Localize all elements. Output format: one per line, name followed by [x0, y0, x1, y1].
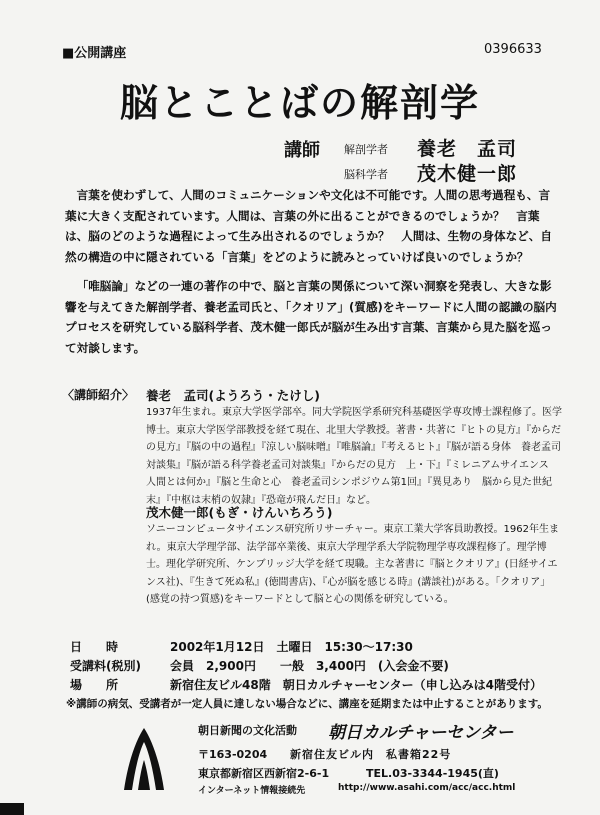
info-value: 新宿住友ビル48階 朝日カルチャーセンター（申し込みは4階受付）: [170, 678, 542, 692]
intro-paragraph: 「唯脳論」などの一連の著作の中で、脳と言葉の関係について深い洞察を発表し、大きな影響を与えてきた解剖学者、養老孟司氏と、「クオリア」(質感)をキーワードに人間の認識の脳内プロセスを研究している脳科学者、茂木健一郎氏が脳が生み出す言葉、言葉から見た脳を巡って対談します。: [65, 279, 557, 355]
info-label: 場 所: [70, 678, 119, 692]
info-label: 受講料(税別): [70, 659, 141, 673]
lecturer-role: 解剖学者: [344, 143, 388, 156]
lecturer-name: 茂木健一郎: [417, 163, 518, 185]
bio-section-label: 〈講師紹介〉: [62, 388, 135, 402]
info-row-fee: [70, 657, 449, 674]
info-value: 会員 2,900円 一般 3,400円 (入会金不要): [170, 659, 449, 673]
mailing-address: 新宿住友ビル内 私書箱22号: [290, 748, 452, 761]
info-label: 日 時: [70, 640, 119, 654]
org-name: 朝日カルチャーセンター: [328, 723, 514, 743]
info-row-datetime: [70, 638, 413, 655]
lecturer-name: 養老 孟司: [417, 138, 518, 160]
scan-edge-mark: [0, 803, 24, 815]
info-row-venue: [70, 676, 542, 693]
bio-text: ソニーコンピュータサイエンス研究所リサーチャー。東京工業大学客員助教授。1962年生まれ。東京大学理学部、法学部卒業後、東京大学理学系大学院物理学専攻課程修了。理学博士。理化学研究所、ケンブリッジ大学を経て現職。主な著書に『脳とクオリア』(日経サイエンス社)、『生きて死ぬ私』(徳間書店)、『心が脳を感じる時』(講談社)がある。「クオリア」(感覚の持つ質感)をキーワードとして脳と心の関係を研究している。: [146, 524, 559, 605]
org-tagline: 朝日新聞の文化活動: [198, 724, 297, 737]
asahi-culture-logo-icon: [118, 722, 170, 792]
bio-name: 養老 孟司(ようろう・たけし): [146, 388, 320, 403]
bio-text: 1937年生まれ。東京大学医学部卒。同大学院医学系研究科基礎医学専攻博士課程修了。医学博士。東京大学医学部教授を経て現在、北里大学教授。著書・共著に『ヒトの見方』『からだの見方』『脳の中の過程』『涼しい脳味噌』『唯脳論』『考えるヒト』『脳が語る身体 養老孟司対談集』『脳が語る科学養老孟司対談集』『からだの見方 上・下』『ミレニアムサイエンス 人間とは何か』『脳と生命と心 養老孟司シンポジウム第1回』『異見あり 脳から見た世紀末』『中枢は末梢の奴隷』『恐竜が飛んだ日』など。: [146, 407, 563, 506]
intro-paragraph: 言葉を使わずして、人間のコミュニケーションや文化は不可能です。人間の思考過程も、言葉に大きく支配されています。人間は、言葉の外に出ることができるのでしょうか？ 言葉は、脳のどのような過程によって生み出されるのでしょうか？ 人間は、生物の身体など、自然の構造の中に隠されている「言葉」をどのように読みとっていけば良いのでしょうか？: [65, 188, 552, 264]
lecturer-role: 脳科学者: [344, 168, 388, 181]
phone-number: TEL.03-3344-1945(直): [366, 767, 499, 780]
street-address: 東京都新宿区西新宿2-6-1: [198, 767, 330, 780]
bio-name: 茂木健一郎(もぎ・けんいちろう): [146, 505, 333, 520]
document-code: 0396633: [484, 42, 542, 57]
web-url: http://www.asahi.com/acc/acc.html: [338, 783, 516, 793]
page-title: 脳とことばの解剖学: [119, 81, 480, 125]
info-value: 2002年1月12日 土曜日 15:30～17:30: [170, 640, 413, 654]
postal-code: 〒163-0204: [198, 748, 268, 761]
web-label: インターネット情報接続先: [198, 786, 306, 796]
cancellation-note: ※講師の病気、受講者が一定人員に達しない場合などに、講座を延期または中止することがあります。: [66, 698, 548, 710]
lecturer-label: 講師: [284, 140, 320, 161]
section-label: ■公開講座: [62, 46, 127, 61]
